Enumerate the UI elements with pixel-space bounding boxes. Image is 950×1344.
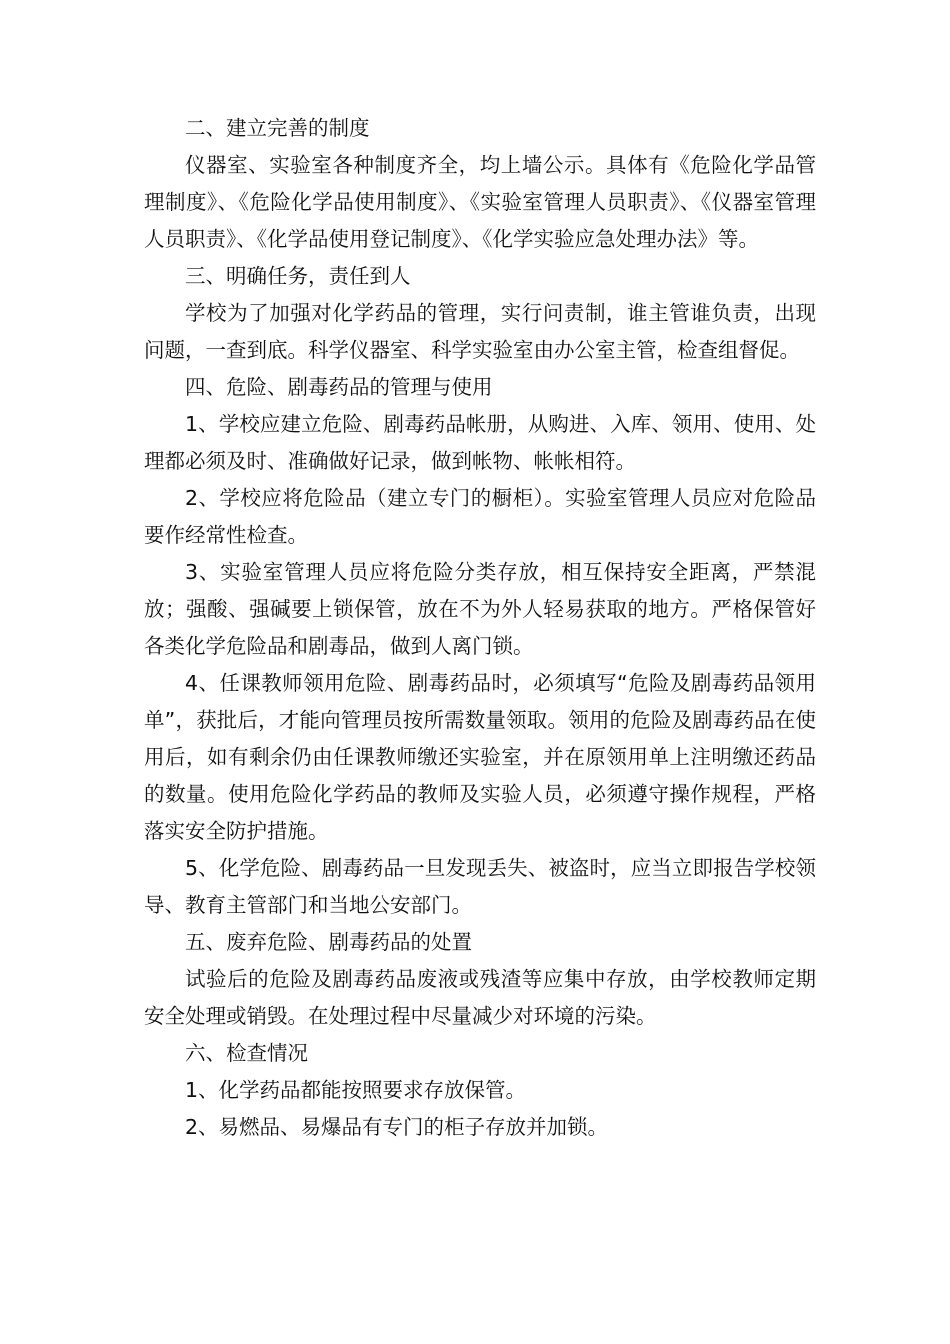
section-heading-6: 六、检查情况 bbox=[185, 1041, 308, 1065]
section-2-paragraph-1: 仪器室、实验室各种制度齐全，均上墙公示。具体有《危险化学品管理制度》、《危险化学品使用制度》、《实验室管理人员职责》、《仪器室管理人员职责》、《化学品使用登记制度》、《化学实验应急处理办法》等。 bbox=[144, 153, 816, 251]
section-4-paragraph-2: 2、学校应将危险品（建立专门的橱柜）。实验室管理人员应对危险品要作经常性检查。 bbox=[144, 486, 816, 547]
section-4-paragraph-3: 3、实验室管理人员应将危险分类存放，相互保持安全距离，严禁混放；强酸、强碱要上锁保管，放在不为外人轻易获取的地方。严格保管好各类化学危险品和剧毒品，做到人离门锁。 bbox=[144, 560, 816, 658]
section-3-paragraph-1: 学校为了加强对化学药品的管理，实行问责制，谁主管谁负责，出现问题，一查到底。科学仪器室、科学实验室由办公室主管，检查组督促。 bbox=[144, 301, 816, 362]
section-heading-2: 二、建立完善的制度 bbox=[185, 116, 370, 140]
section-4-paragraph-1: 1、学校应建立危险、剧毒药品帐册，从购进、入库、领用、使用、处理都必须及时、准确做好记录，做到帐物、帐帐相符。 bbox=[144, 412, 816, 473]
section-6-paragraph-2: 2、易燃品、易爆品有专门的柜子存放并加锁。 bbox=[185, 1115, 609, 1139]
section-heading-3: 三、明确任务，责任到人 bbox=[185, 264, 411, 288]
section-heading-4: 四、危险、剧毒药品的管理与使用 bbox=[185, 375, 493, 399]
section-4-paragraph-5: 5、化学危险、剧毒药品一旦发现丢失、被盗时，应当立即报告学校领导、教育主管部门和当地公安部门。 bbox=[144, 856, 816, 917]
section-5-paragraph-1: 试验后的危险及剧毒药品废液或残渣等应集中存放，由学校教师定期安全处理或销毁。在处理过程中尽量减少对环境的污染。 bbox=[144, 967, 816, 1028]
section-4-paragraph-4: 4、任课教师领用危险、剧毒药品时，必须填写“危险及剧毒药品领用单”，获批后，才能向管理员按所需数量领取。领用的危险及剧毒药品在使用后，如有剩余仍由任课教师缴还实验室，并在原领用单上注明缴还药品的数量。使用危险化学药品的教师及实验人员，必须遵守操作规程，严格落实安全防护措施。 bbox=[144, 671, 816, 843]
section-6-paragraph-1: 1、化学药品都能按照要求存放保管。 bbox=[185, 1078, 527, 1102]
document-page bbox=[144, 110, 816, 1146]
section-heading-5: 五、废弃危险、剧毒药品的处置 bbox=[185, 930, 472, 954]
